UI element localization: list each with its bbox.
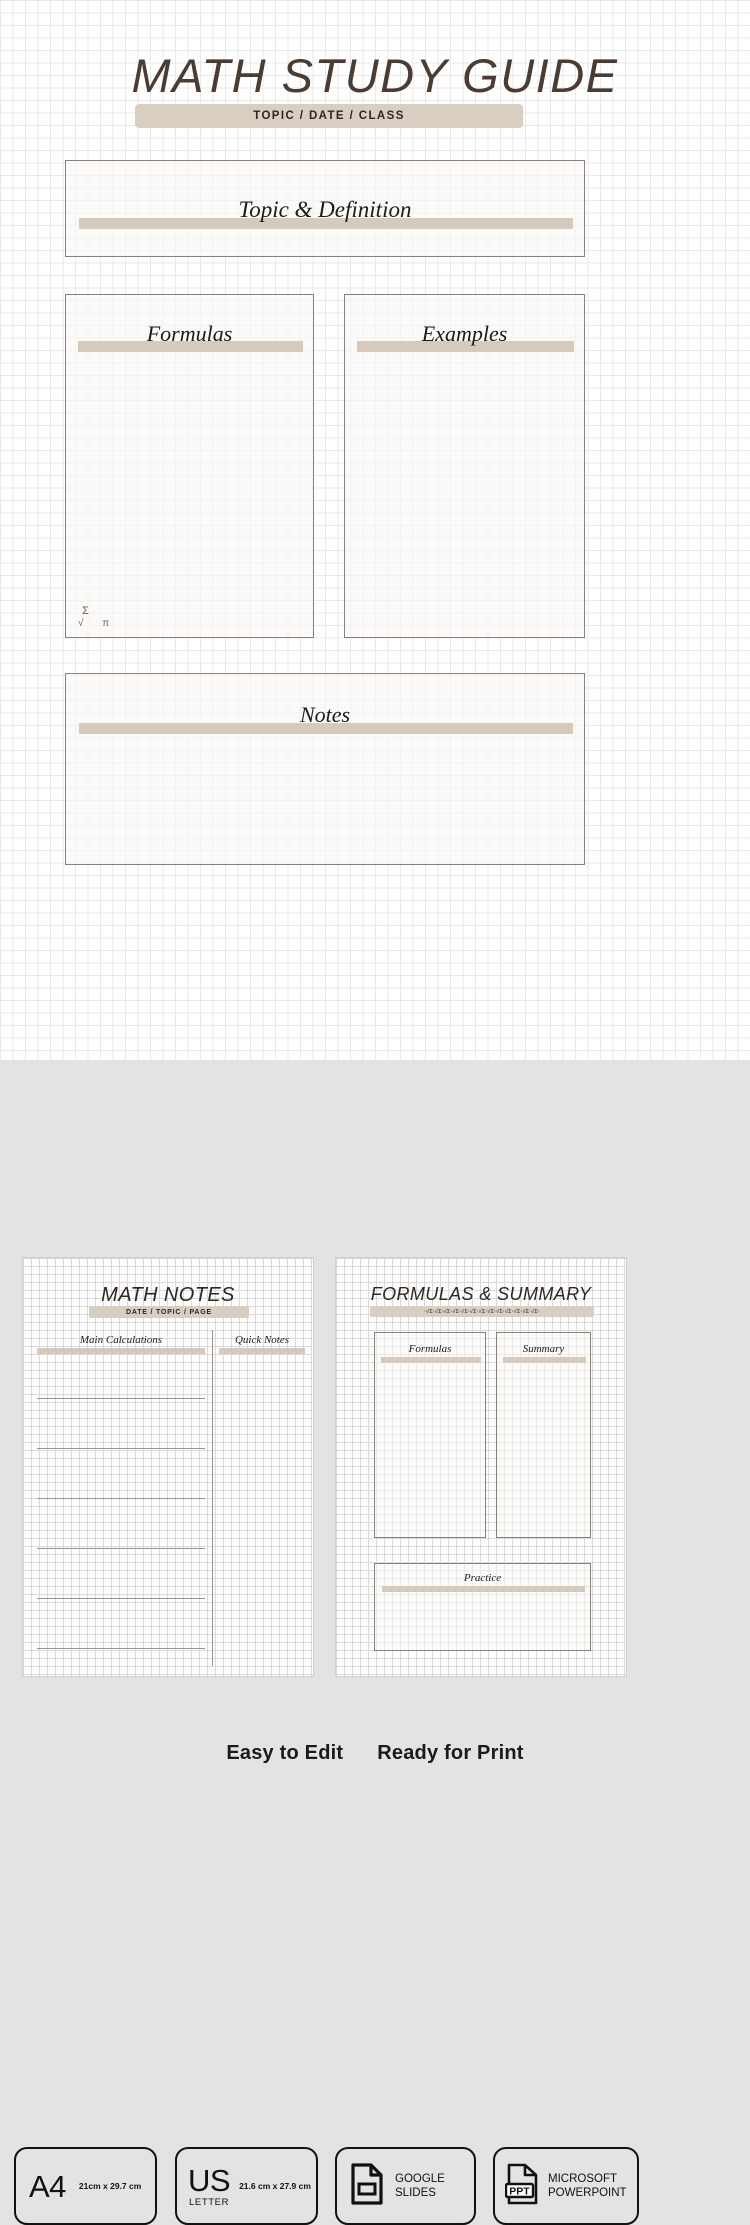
- topic-date-class-bar: [135, 104, 523, 128]
- preview-formulas-rule: [381, 1357, 481, 1363]
- formulas-title: Formulas: [146, 321, 233, 346]
- sigma-icon: Σ: [82, 604, 89, 617]
- column-divider: [212, 1330, 213, 1666]
- main-calculations-rule: [37, 1348, 205, 1354]
- formulas-summary-subbar-symbols: ·√Σ·√Σ·√Σ·√Σ·√Σ·√Σ·√Σ·√Σ·√Σ·√Σ·√Σ·√Σ·√Σ·: [424, 1308, 540, 1315]
- rule-line: [37, 1498, 205, 1499]
- examples-title: Examples: [421, 321, 508, 346]
- format-badge-a4[interactable]: [14, 2147, 157, 2225]
- ppt-icon-text: PPT: [509, 2185, 530, 2197]
- rule-line: [37, 1398, 205, 1399]
- us-label: US: [188, 2162, 231, 2198]
- preview-pages-section: [0, 1217, 750, 1800]
- main-template-preview: [0, 0, 750, 1060]
- topic-definition-panel[interactable]: [65, 160, 585, 257]
- preview-page-math-notes[interactable]: [22, 1257, 314, 1677]
- math-notes-subbar-label: DATE / TOPIC / PAGE: [126, 1308, 212, 1316]
- google-slides-doc-icon: [350, 2163, 384, 2210]
- preview-practice-label: Practice: [463, 1572, 502, 1584]
- preview-page-formulas-summary[interactable]: [335, 1257, 627, 1677]
- quick-notes-rule: [219, 1348, 305, 1354]
- sqrt-pi-icon: √ π: [78, 617, 118, 629]
- preview-formulas-label: Formulas: [408, 1343, 452, 1355]
- math-notes-subbar: [89, 1306, 249, 1318]
- page-title: MATH STUDY GUIDE: [131, 49, 619, 102]
- rule-line: [37, 1648, 205, 1649]
- formulas-panel[interactable]: [65, 294, 314, 638]
- google-slides-label-line1: GOOGLE: [395, 2172, 445, 2185]
- math-notes-title: MATH NOTES: [101, 1284, 235, 1306]
- powerpoint-label-line1: MICROSOFT: [548, 2172, 617, 2185]
- rule-line: [37, 1448, 205, 1449]
- tagline-ready-for-print: Ready for Print: [377, 1742, 524, 1764]
- topic-date-class-label: TOPIC / DATE / CLASS: [253, 110, 405, 122]
- formulas-summary-subbar: [370, 1306, 594, 1317]
- notes-title: Notes: [299, 702, 351, 727]
- powerpoint-label-line2: POWERPOINT: [548, 2187, 627, 2199]
- topic-definition-title: Topic & Definition: [238, 197, 412, 222]
- formulas-summary-title: FORMULAS & SUMMARY: [370, 1284, 592, 1304]
- format-badge-us-letter[interactable]: [175, 2147, 318, 2225]
- powerpoint-ppt-file-icon: [505, 2163, 539, 2210]
- us-letter-dimensions: 21.6 cm x 27.9 cm: [239, 2180, 311, 2191]
- rule-line: [37, 1598, 205, 1599]
- preview-practice-box[interactable]: [374, 1563, 591, 1651]
- preview-summary-rule: [503, 1357, 586, 1363]
- preview-practice-rule: [382, 1586, 585, 1592]
- math-symbols-decoration: [78, 605, 117, 629]
- rule-line: [37, 1548, 205, 1549]
- notes-panel[interactable]: [65, 673, 585, 865]
- quick-notes-label: Quick Notes: [234, 1334, 290, 1346]
- preview-summary-box[interactable]: [496, 1332, 591, 1538]
- format-badge-powerpoint[interactable]: [493, 2147, 639, 2225]
- a4-dimensions: 21cm x 29.7 cm: [78, 2180, 142, 2191]
- google-slides-label-line2: SLIDES: [395, 2187, 436, 2199]
- preview-formulas-box[interactable]: [374, 1332, 486, 1538]
- tagline-easy-to-edit: Easy to Edit: [226, 1742, 344, 1764]
- examples-panel[interactable]: [344, 294, 585, 638]
- main-calculations-label: Main Calculations: [79, 1334, 163, 1346]
- footer-tagline-row: [0, 1742, 750, 1765]
- preview-summary-label: Summary: [522, 1343, 565, 1355]
- a4-label: A4: [29, 2168, 66, 2204]
- us-letter-sublabel: LETTER: [189, 2196, 230, 2208]
- format-badge-google-slides[interactable]: [335, 2147, 476, 2225]
